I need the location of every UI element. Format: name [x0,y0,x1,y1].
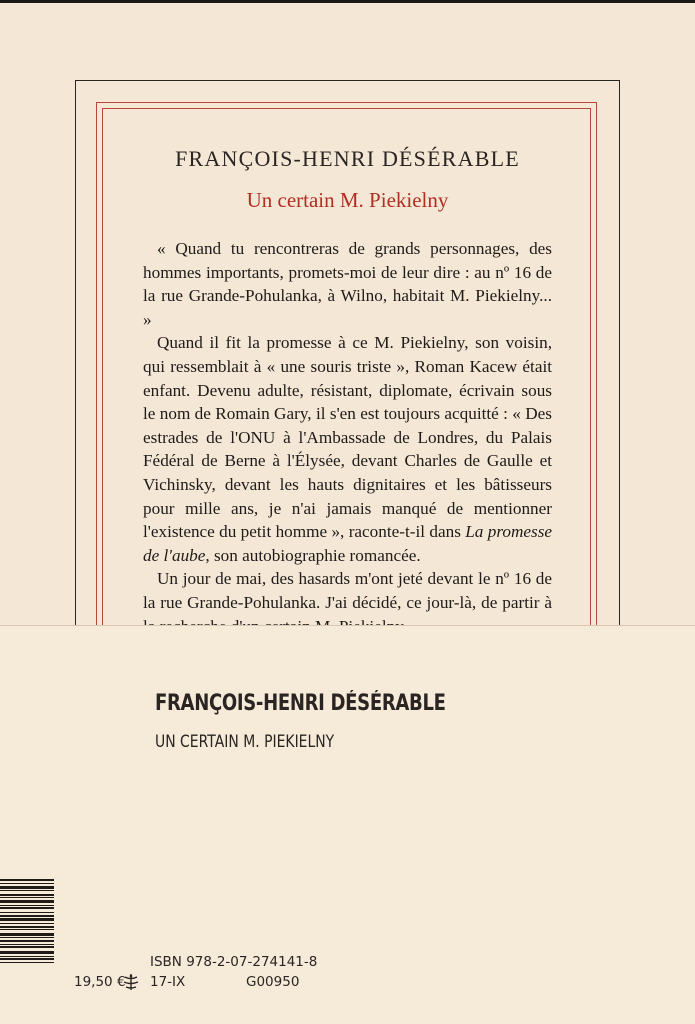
barcode [0,879,54,969]
book-back-cover [0,3,695,1024]
blurb-paragraph: « Quand tu rencontreras de grands personnages, des hommes importants, promets-moi de leur dire : au nº 16 de la rue Grande-Pohulanka, à Wilno, habitait M. Piekielny... » [143,239,552,329]
blurb-paragraph: Un jour de mai, des hasards m'ont jeté devant le nº 16 de la rue Grande-Pohulanka. J'ai décidé, ce jour-là, de partir à [143,569,552,612]
publisher-logo-icon [122,973,140,991]
blurb-paragraph [143,331,552,567]
price: 19,50 € [74,974,126,990]
isbn-number: ISBN 978-2-07-274141-8 [150,954,318,970]
blurb-text-part: , son autobiographie romancée. [205,545,421,565]
blurb-book-reference: La promesse de l'aube [143,522,553,565]
blurb-text [143,237,552,638]
cover-band [0,625,695,1024]
catalog-code: G00950 [246,974,300,990]
book-title-serif: Un certain M. Piekielny [246,188,449,212]
band-book-title: UN CERTAIN M. PIEKIELNY [155,732,335,752]
author-name-serif: FRANÇOIS-HENRI DÉSÉRABLE [175,146,520,171]
blurb-text-part: Quand il fit la promesse à ce M. Piekielny, son voisin, qui ressemblait à « une souris triste », Roman Kacew était enfant. Devenu adulte, résistant, diplomate, écrivain sous le nom de Romain Gary, il s'en est toujours acquitté : « Des estrades de l'ONU à l'Ambassade de Londres, du Palais Fédéral de Berne à l'Élysée, devant Charles de Gaulle et Vichinsky, devant les hauts dignitaires et les bâtisseurs pour mille ans, je n'ai jamais manqué de mentionner l'existence du petit homme », raconte-t-il dans [143,333,552,542]
band-author-name: FRANÇOIS-HENRI DÉSÉRABLE [155,691,446,716]
print-code: 17-IX [150,974,186,990]
